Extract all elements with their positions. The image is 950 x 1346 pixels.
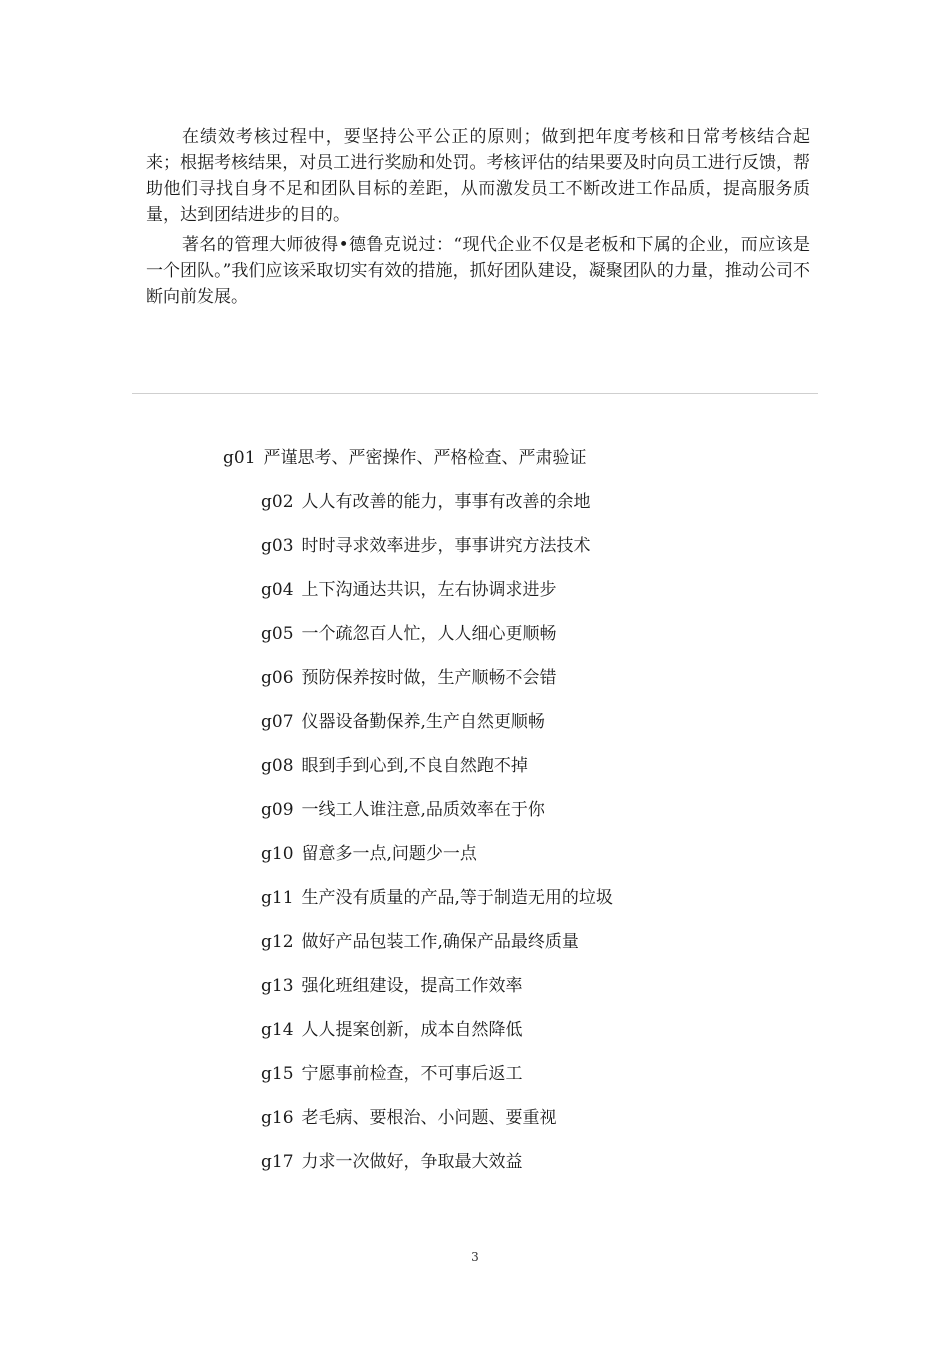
slogan-text: 强化班组建设，提高工作效率 — [301, 976, 523, 996]
slogan-text: 严谨思考、严密操作、严格检查、严肃验证 — [263, 448, 587, 468]
slogan-code: g12 — [261, 932, 294, 952]
slogan-item — [261, 930, 579, 954]
slogan-text: 人人有改善的能力，事事有改善的余地 — [301, 492, 591, 512]
slogan-text: 做好产品包装工作,确保产品最终质量 — [301, 932, 579, 952]
slogan-item — [261, 710, 545, 734]
slogan-item — [261, 754, 528, 778]
slogan-code: g04 — [261, 580, 294, 600]
slogan-item — [261, 1150, 523, 1174]
slogan-text: 一个疏忽百人忙，人人细心更顺畅 — [301, 624, 557, 644]
slogan-code: g05 — [261, 624, 294, 644]
slogan-code: g16 — [261, 1108, 294, 1128]
slogan-item — [223, 446, 587, 470]
slogan-item — [261, 974, 523, 998]
slogan-text: 宁愿事前检查，不可事后返工 — [301, 1064, 523, 1084]
slogan-code: g07 — [261, 712, 294, 732]
slogan-text: 时时寻求效率进步，事事讲究方法技术 — [301, 536, 591, 556]
slogan-item — [261, 1062, 523, 1086]
slogan-item — [261, 842, 477, 866]
slogan-item — [261, 1106, 557, 1130]
slogan-code: g14 — [261, 1020, 294, 1040]
slogan-text: 留意多一点,问题少一点 — [301, 844, 477, 864]
slogan-code: g15 — [261, 1064, 294, 1084]
slogan-text: 生产没有质量的产品,等于制造无用的垃圾 — [301, 888, 613, 908]
slogan-text: 预防保养按时做，生产顺畅不会错 — [301, 668, 557, 688]
slogan-item — [261, 666, 557, 690]
slogan-text: 仪器设备勤保养,生产自然更顺畅 — [301, 712, 545, 732]
slogan-item — [261, 886, 613, 910]
body-paragraph: 著名的管理大师彼得•德鲁克说过：“现代企业不仅是老板和下属的企业，而应该是一个团队。”我们应该采取切实有效的措施，抓好团队建设，凝聚团队的力量，推动公司不断向前发展。 — [146, 235, 810, 307]
slogan-item — [261, 798, 545, 822]
slogan-code: g10 — [261, 844, 294, 864]
slogan-item — [261, 622, 557, 646]
section-divider — [132, 393, 818, 394]
slogan-text: 老毛病、要根治、小问题、要重视 — [301, 1108, 557, 1128]
slogan-code: g11 — [261, 888, 294, 908]
slogan-item — [261, 490, 591, 514]
slogan-text: 人人提案创新，成本自然降低 — [301, 1020, 523, 1040]
slogan-text: 眼到手到心到,不良自然跑不掉 — [301, 756, 528, 776]
slogan-text: 上下沟通达共识，左右协调求进步 — [301, 580, 557, 600]
slogan-code: g13 — [261, 976, 294, 996]
slogan-item — [261, 1018, 523, 1042]
slogan-text: 一线工人谁注意,品质效率在于你 — [301, 800, 545, 820]
slogan-text: 力求一次做好，争取最大效益 — [301, 1152, 523, 1172]
slogan-code: g01 — [223, 448, 256, 468]
slogan-code: g08 — [261, 756, 294, 776]
page-number: 3 — [471, 1250, 479, 1264]
slogan-code: g17 — [261, 1152, 294, 1172]
slogan-item — [261, 578, 557, 602]
body-paragraph: 在绩效考核过程中，要坚持公平公正的原则；做到把年度考核和日常考核结合起来；根据考核结果，对员工进行奖励和处罚。考核评估的结果要及时向员工进行反馈，帮助他们寻找自身不足和团队目标的差距，从而激发员工不断改进工作品质，提高服务质量，达到团结进步的目的。 — [146, 127, 810, 225]
slogan-code: g03 — [261, 536, 294, 556]
slogan-code: g06 — [261, 668, 294, 688]
slogan-code: g02 — [261, 492, 294, 512]
slogan-item — [261, 534, 591, 558]
slogan-code: g09 — [261, 800, 294, 820]
